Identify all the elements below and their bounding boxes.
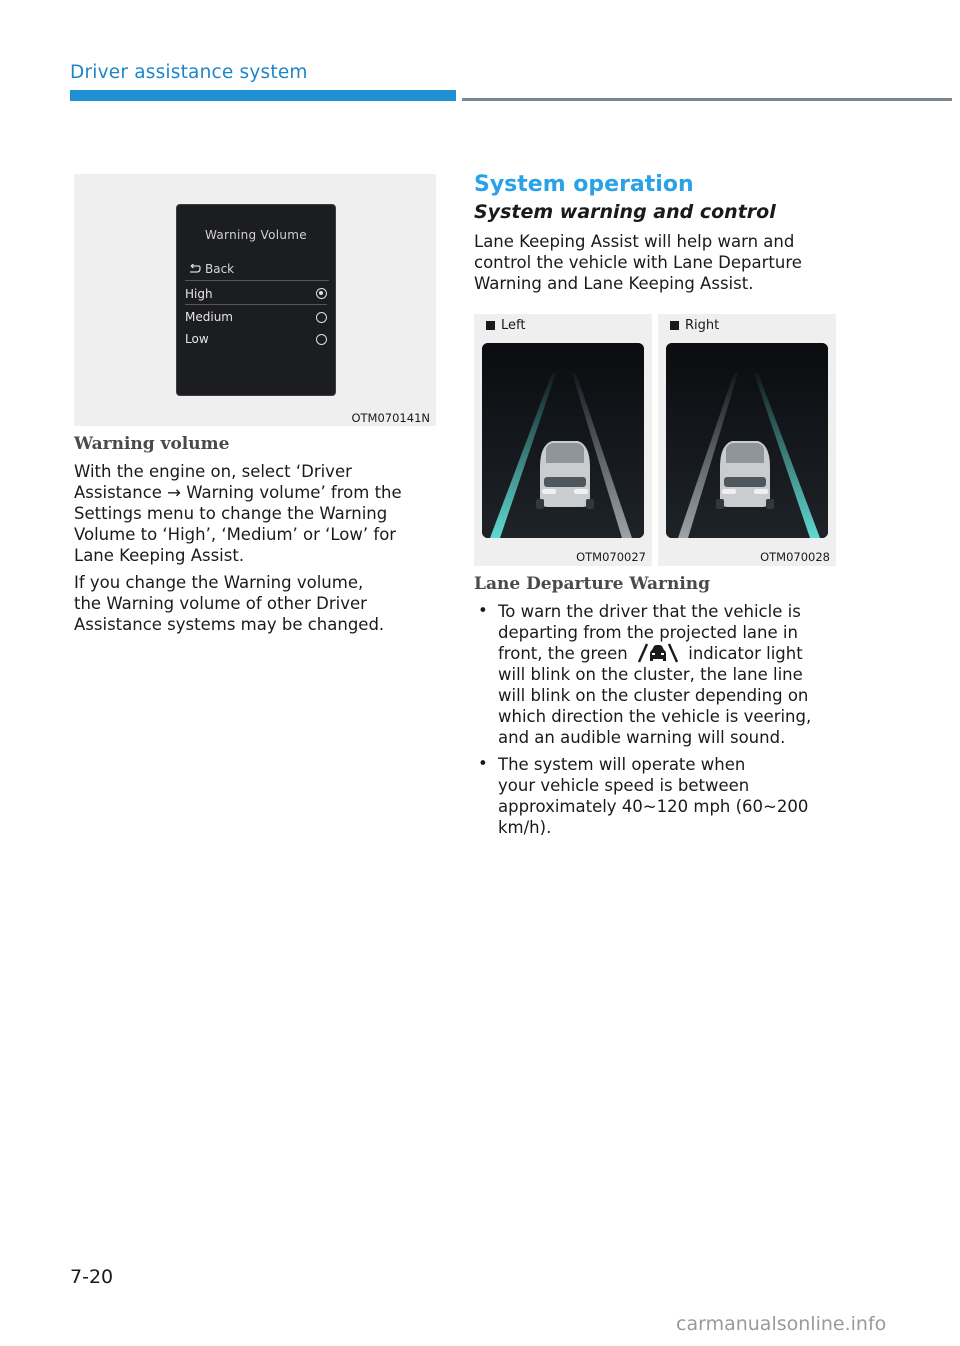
warning-volume-paragraph [74, 461, 402, 566]
figure-label-text: Left [501, 318, 526, 333]
cluster-screen [176, 204, 336, 396]
figure-label [670, 318, 719, 333]
text-line: Warning and Lane Keeping Assist. [474, 274, 754, 293]
header-rule [462, 98, 952, 101]
radio-empty-icon [316, 334, 327, 345]
lane-figure-right [658, 314, 836, 566]
divider [185, 280, 329, 281]
figure-code: OTM070027 [576, 550, 646, 564]
text-line: Assistance systems may be changed. [74, 615, 385, 634]
warning-volume-figure [74, 174, 436, 426]
screen-title: Warning Volume [205, 228, 307, 242]
text-line: will blink on the cluster depending on [498, 686, 809, 705]
text-line: The system will operate when [498, 755, 746, 774]
text-line: departing from the projected lane in [498, 623, 798, 642]
option-label: Low [185, 332, 209, 346]
option-high [185, 283, 327, 305]
text-line: km/h). [498, 818, 552, 837]
radio-empty-icon [316, 312, 327, 323]
back-arrow-icon [187, 264, 201, 274]
option-low [185, 328, 327, 350]
square-bullet-icon [486, 321, 495, 330]
lane-figure-left [474, 314, 652, 566]
warning-volume-heading: Warning volume [74, 434, 230, 454]
text-line: If you change the Warning volume, [74, 573, 364, 592]
intro-paragraph [474, 231, 802, 294]
text-line: will blink on the cluster, the lane line [498, 665, 803, 684]
text-line: the Warning volume of other Driver [74, 594, 367, 613]
back-item [187, 262, 234, 276]
option-label: Medium [185, 310, 233, 324]
text-line: approximately 40~120 mph (60~200 [498, 797, 809, 816]
text-line: To warn the driver that the vehicle is [498, 602, 801, 621]
section-subtitle: System warning and control [474, 201, 776, 223]
figure-code: OTM070028 [760, 550, 830, 564]
option-medium [185, 306, 327, 328]
lane-departure-heading: Lane Departure Warning [474, 574, 711, 594]
bullet-item [498, 601, 848, 748]
text-line: your vehicle speed is between [498, 776, 750, 795]
text-fragment: front, the green [498, 644, 628, 663]
text-fragment: indicator light [688, 644, 803, 663]
text-line: With the engine on, select ‘Driver [74, 462, 352, 481]
text-line: Lane Keeping Assist will help warn and [474, 232, 795, 251]
text-line: Volume to ‘High’, ‘Medium’ or ‘Low’ for [74, 525, 397, 544]
lane-keeping-indicator-icon [637, 643, 679, 663]
cluster-lane-display [666, 343, 828, 538]
text-line: Assistance → Warning volume’ from the [74, 483, 402, 502]
header-rule-accent [70, 90, 456, 101]
section-title: System operation [474, 172, 694, 197]
figure-code: OTM070141N [351, 411, 430, 425]
text-line: Settings menu to change the Warning [74, 504, 388, 523]
watermark: carmanualsonline.info [676, 1313, 887, 1335]
figure-label [486, 318, 525, 333]
running-header: Driver assistance system [70, 62, 308, 83]
text-line [498, 643, 848, 664]
radio-selected-icon [316, 288, 327, 299]
figure-label-text: Right [685, 318, 720, 333]
text-line: which direction the vehicle is veering, [498, 707, 812, 726]
warning-volume-note [74, 572, 384, 635]
back-label: Back [205, 262, 235, 276]
text-line: Lane Keeping Assist. [74, 546, 245, 565]
bullet-glyph: • [478, 754, 488, 773]
cluster-lane-display [482, 343, 644, 538]
bullet-item [498, 754, 848, 838]
option-label: High [185, 286, 213, 301]
square-bullet-icon [670, 321, 679, 330]
page-number: 7-20 [70, 1266, 114, 1288]
bullet-glyph: • [478, 601, 488, 620]
text-line: and an audible warning will sound. [498, 728, 786, 747]
lane-departure-left-illustration [482, 343, 644, 538]
lane-departure-right-illustration [666, 343, 828, 538]
text-line: control the vehicle with Lane Departure [474, 253, 802, 272]
